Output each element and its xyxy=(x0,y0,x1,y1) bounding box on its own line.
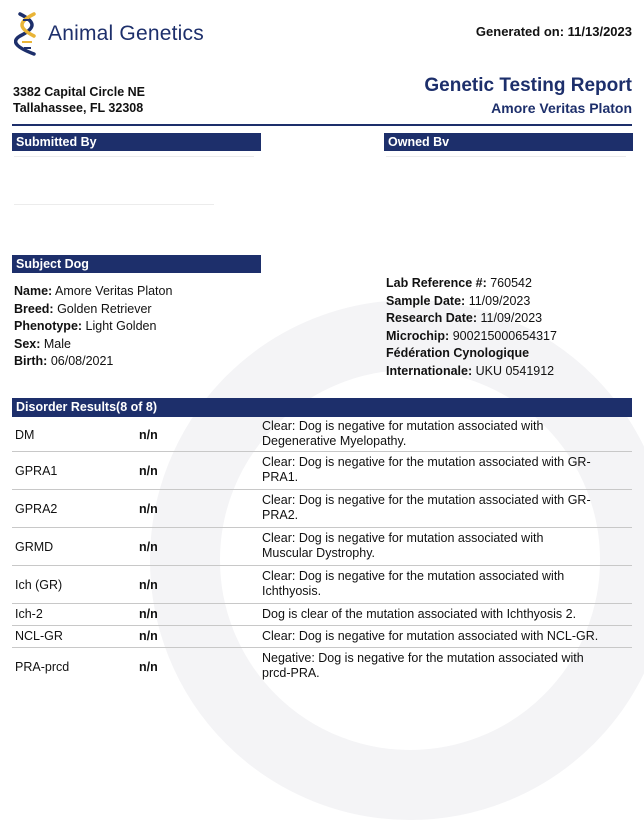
field-label: Sample Date: xyxy=(386,293,466,308)
disorder-name: Ich-2 xyxy=(15,607,43,621)
redacted-area xyxy=(386,156,626,157)
result-text xyxy=(262,419,632,449)
field-label: Breed: xyxy=(14,301,54,316)
submitted-by-header: Submitted By xyxy=(12,133,261,151)
result-line: PRA1. xyxy=(262,470,299,484)
disorder-name: GPRA2 xyxy=(15,502,58,516)
dog-phenotype: Light Golden xyxy=(85,319,157,333)
genotype: n/n xyxy=(139,578,158,592)
result-line: Clear: Dog is negative for the mutation associated with xyxy=(262,569,565,583)
microchip: 900215000654317 xyxy=(452,328,557,343)
table-row xyxy=(12,490,632,528)
dog-name: Amore Veritas Platon xyxy=(55,284,173,298)
research-date-row xyxy=(386,310,557,328)
dna-helix-icon xyxy=(14,12,40,56)
result-line: Clear: Dog is negative for the mutation associated with GR- xyxy=(262,455,591,469)
result-text xyxy=(262,455,632,485)
table-row xyxy=(12,417,632,452)
result-line: Clear: Dog is negative for the mutation associated with GR- xyxy=(262,493,591,507)
report-heading xyxy=(424,75,632,116)
table-row xyxy=(12,452,632,490)
result-text xyxy=(262,629,632,644)
report-subject: Amore Veritas Platon xyxy=(491,100,632,116)
result-text xyxy=(262,569,632,599)
genotype: n/n xyxy=(139,540,158,554)
field-label: Sex: xyxy=(14,336,41,351)
result-text xyxy=(262,651,632,681)
genotype: n/n xyxy=(139,428,158,442)
header-divider xyxy=(12,124,632,126)
disorder-name: GPRA1 xyxy=(15,464,58,478)
dog-birth-row xyxy=(14,353,172,371)
field-label: Phenotype: xyxy=(14,319,83,333)
disorder-name: DM xyxy=(15,428,35,442)
sample-date: 11/09/2023 xyxy=(468,293,531,308)
report-title: Genetic Testing Report xyxy=(424,75,632,96)
result-text xyxy=(262,531,632,561)
table-row xyxy=(12,648,632,685)
dog-sex-row xyxy=(14,336,172,354)
field-label: Internationale: xyxy=(386,363,473,378)
dog-details xyxy=(14,283,172,371)
genotype: n/n xyxy=(139,607,158,621)
result-line: Muscular Dystrophy. xyxy=(262,546,375,560)
disorder-results-header: Disorder Results(8 of 8) xyxy=(12,398,632,417)
genotype: n/n xyxy=(139,660,158,674)
result-text xyxy=(262,493,632,523)
brand-name: Animal Genetics xyxy=(48,22,204,45)
field-label: Lab Reference #: xyxy=(386,276,487,290)
table-row xyxy=(12,528,632,566)
field-label: Microchip: xyxy=(386,328,450,343)
result-text xyxy=(262,607,632,622)
dog-breed: Golden Retriever xyxy=(57,301,152,316)
redacted-area xyxy=(14,204,214,205)
microchip-row xyxy=(386,328,557,346)
dog-breed-row xyxy=(14,301,172,319)
brand-logo xyxy=(14,12,204,56)
result-line: Dog is clear of the mutation associated with Ichthyosis 2. xyxy=(262,607,577,621)
disorder-name: GRMD xyxy=(15,540,54,554)
dog-name-row xyxy=(14,283,172,301)
result-line: Ichthyosis. xyxy=(262,584,322,598)
field-label: Birth: xyxy=(14,354,48,368)
fci-label-row xyxy=(386,345,557,363)
result-line: Clear: Dog is negative for mutation associated with xyxy=(262,419,544,433)
genotype: n/n xyxy=(139,464,158,478)
lab-address xyxy=(13,84,145,116)
table-row xyxy=(12,626,632,648)
table-row xyxy=(12,566,632,604)
dog-birth: 06/08/2021 xyxy=(50,354,114,368)
result-line: PRA2. xyxy=(262,508,299,522)
lab-ref: 760542 xyxy=(490,276,532,290)
field-label: Fédération Cynologique xyxy=(386,346,530,360)
subject-dog-header: Subject Dog xyxy=(12,255,261,273)
result-line: Negative: Dog is negative for the mutation associated with xyxy=(262,651,584,665)
result-line: Clear: Dog is negative for mutation associated with NCL-GR. xyxy=(262,629,599,643)
owned-by-header: Owned Bv xyxy=(384,133,633,151)
research-date: 11/09/2023 xyxy=(480,311,543,325)
fci-number: UKU 0541912 xyxy=(475,363,555,378)
dog-phenotype-row xyxy=(14,318,172,336)
result-line: prcd-PRA. xyxy=(262,666,320,680)
results-table xyxy=(12,417,632,685)
genotype: n/n xyxy=(139,502,158,516)
disorder-name: PRA-prcd xyxy=(15,660,70,674)
field-label: Research Date: xyxy=(386,311,478,325)
result-line: Clear: Dog is negative for mutation associated with xyxy=(262,531,544,545)
disorder-name: NCL-GR xyxy=(15,629,63,643)
field-label: Name: xyxy=(14,284,53,298)
fci-row xyxy=(386,363,557,381)
dog-sex: Male xyxy=(43,336,71,351)
generated-date: Generated on: 11/13/2023 xyxy=(475,24,632,39)
address-line-2: Tallahassee, FL 32308 xyxy=(13,101,144,115)
lab-ref-row xyxy=(386,275,557,293)
disorder-name: Ich (GR) xyxy=(15,578,63,592)
table-row xyxy=(12,604,632,626)
sample-date-row xyxy=(386,293,557,311)
genotype: n/n xyxy=(139,629,158,643)
lab-details xyxy=(386,275,557,380)
redacted-area xyxy=(14,156,254,157)
address-line-1: 3382 Capital Circle NE xyxy=(13,85,146,99)
result-line: Degenerative Myelopathy. xyxy=(262,434,407,448)
